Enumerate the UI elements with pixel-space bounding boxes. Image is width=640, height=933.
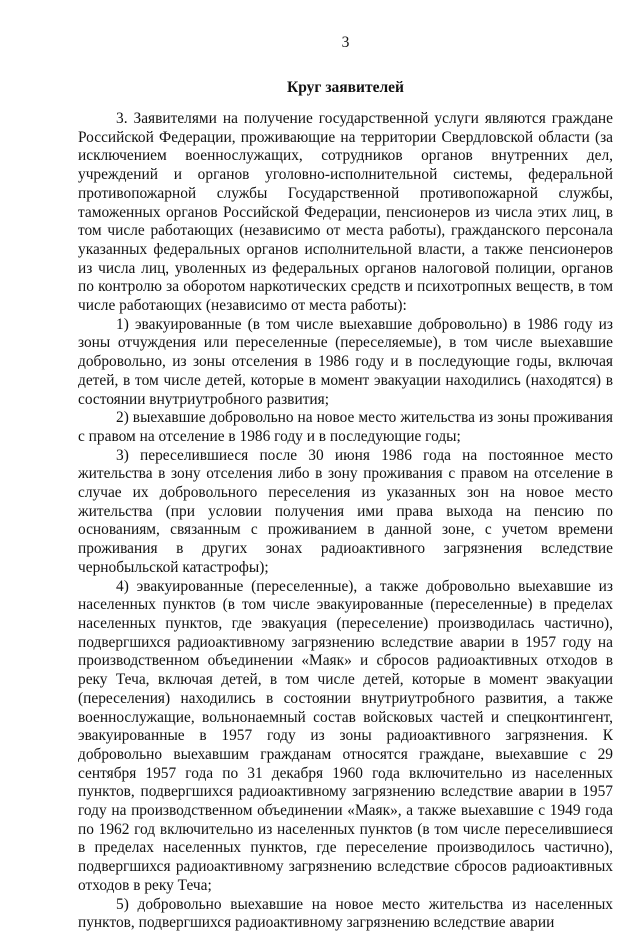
paragraph-item-4: 4) эвакуированные (переселенные), а также добровольно выехавшие из населенных пунктов (в том числе эвакуированные (переселенные) в пределах населенных пунктов, где эвакуация (переселение) производилась частично), подвергшихся радиоактивному загрязнению вследствие аварии в 1957 году на производственном объединении «Маяк» и сбросов радиоактивных отходов в реку Теча, включая детей, в том числе детей, которые в момент эвакуации (переселения) находились в состоянии внутриутробного развития, а также военнослужащие, вольнонаемный состав войсковых частей и спецконтингент, эвакуированные в 1957 году из зоны радиоактивного загрязнения. К добровольно выехавшим гражданам относятся граждане, выехавшие с 29 сентября 1957 года по 31 декабря 1960 года включительно из населенных пунктов, подвергшихся радиоактивному загрязнению вследствие аварии в 1957 году на производственном объединении «Маяк», а также выехавшие с 1949 года по 1962 год включительно из населенных пунктов (в том числе переселившиеся в пределах населенных пунктов, где переселение производилось частично), подвергшихся радиоактивному загрязнению вследствие сбросов радиоактивных отходов в реку Теча; [78, 577, 613, 894]
document-page [78, 0, 613, 932]
paragraph-item-5: 5) добровольно выехавшие на новое место жительства из населенных пунктов, подвергшихся радиоактивному загрязнению вследствие аварии [78, 895, 613, 932]
section-heading: Круг заявителей [287, 79, 404, 96]
page-number: 3 [341, 34, 350, 51]
document-body [78, 110, 613, 933]
paragraph-item-2: 2) выехавшие добровольно на новое место жительства из зоны проживания с правом на отселение в 1986 году и в последующие годы; [78, 409, 613, 445]
paragraph-applicants: 3. Заявителями на получение государственной услуги являются граждане Российской Федерации, проживающие на территории Свердловской области (за исключением военнослужащих, сотрудников органов внутренних дел, учреждений и органов уголовно-исполнительной системы, федеральной противопожарной службы Государственной противопожарной службы, таможенных органов Российской Федерации, пенсионеров из числа этих лиц, в том числе работающих (независимо от места работы), гражданского персонала указанных федеральных органов исполнительной власти, а также пенсионеров из числа лиц, уволенных из федеральных органов налоговой полиции, органов по контролю за оборотом наркотических средств и психотропных веществ, в том числе работающих (независимо от места работы): [78, 110, 613, 315]
paragraph-item-1: 1) эвакуированные (в том числе выехавшие добровольно) в 1986 году из зоны отчуждения или переселенные (переселяемые), в том числе выехавшие добровольно, из зоны отселения в 1986 году и в последующие годы, включая детей, в том числе детей, которые в момент эвакуации находились (находятся) в состоянии внутриутробного развития; [78, 315, 613, 408]
paragraph-item-3: 3) переселившиеся после 30 июня 1986 года на постоянное место жительства в зону отселения либо в зону проживания с правом на отселение в случае их добровольного переселения из указанных зон на новое место жительства (при условии получения ими права выхода на пенсию по основаниям, связанным с проживанием в данной зоне, с учетом времени проживания в других зонах радиоактивного загрязнения вследствие чернобыльской катастрофы); [78, 446, 613, 576]
